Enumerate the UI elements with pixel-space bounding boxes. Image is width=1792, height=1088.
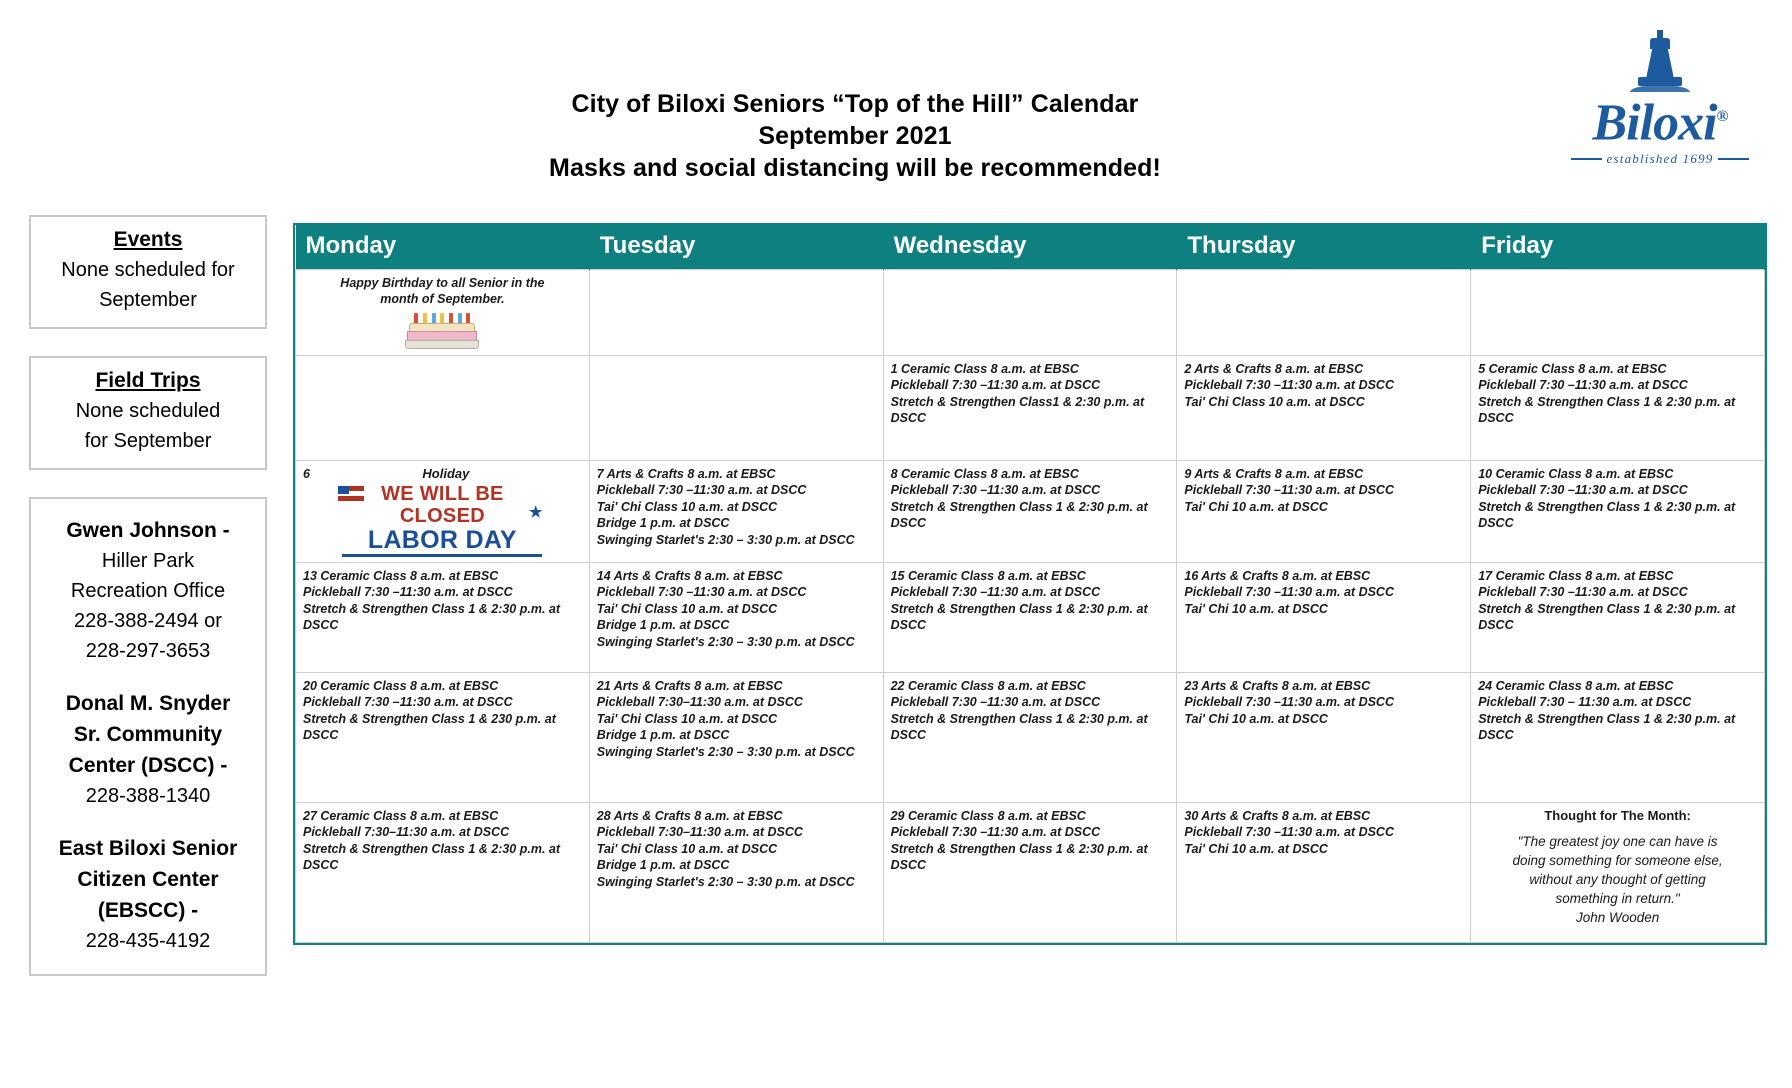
day-header-thursday: Thursday bbox=[1177, 225, 1471, 269]
event-line: DSCC bbox=[303, 618, 339, 632]
thought-quote-line: without any thought of getting bbox=[1529, 872, 1706, 887]
event-line: Swinging Starlet's 2:30 – 3:30 p.m. at DSCC bbox=[596, 532, 855, 547]
event-line: Bridge 1 p.m. at DSCC bbox=[596, 618, 730, 632]
contact-name: Center (DSCC) - bbox=[68, 754, 228, 777]
event-line: Pickleball 7:30 –11:30 a.m. at DSCC bbox=[890, 825, 1101, 839]
event-line: Tai' Chi Class 10 a.m. at DSCC bbox=[596, 601, 778, 616]
event-line: Stretch & Strengthen Class 1 & 2:30 p.m. at bbox=[890, 499, 1148, 514]
event-line: Pickleball 7:30–11:30 a.m. at DSCC bbox=[303, 825, 510, 839]
calendar-week-1 bbox=[296, 355, 1765, 460]
day-cell-8[interactable] bbox=[883, 460, 1177, 562]
day-cell-22[interactable] bbox=[883, 672, 1177, 802]
event-line: 29 Ceramic Class 8 a.m. at EBSC bbox=[890, 808, 1086, 823]
event-line: Stretch & Strengthen Class 1 & 230 p.m. at bbox=[303, 711, 556, 726]
day-cell-16[interactable] bbox=[1177, 562, 1471, 672]
event-line: Pickleball 7:30 –11:30 a.m. at DSCC bbox=[890, 585, 1101, 599]
event-line: Pickleball 7:30 –11:30 a.m. at DSCC bbox=[596, 585, 807, 599]
biloxi-logo bbox=[1560, 30, 1760, 175]
event-line: 30 Arts & Crafts 8 a.m. at EBSC bbox=[1184, 808, 1371, 823]
event-line: Swinging Starlet's 2:30 – 3:30 p.m. at DSCC bbox=[596, 874, 855, 889]
day-header-wednesday: Wednesday bbox=[883, 225, 1177, 269]
event-line: 1 Ceramic Class 8 a.m. at EBSC bbox=[890, 361, 1079, 376]
event-line: Pickleball 7:30–11:30 a.m. at DSCC bbox=[596, 825, 803, 839]
event-line: Bridge 1 p.m. at DSCC bbox=[596, 858, 730, 872]
field-trips-heading: Field Trips bbox=[95, 369, 201, 392]
birthday-text-line-2: month of September. bbox=[380, 292, 505, 306]
title-line-1: City of Biloxi Seniors “Top of the Hill” Calendar bbox=[571, 90, 1139, 118]
event-line: 7 Arts & Crafts 8 a.m. at EBSC bbox=[596, 466, 776, 481]
event-line: Swinging Starlet's 2:30 – 3:30 p.m. at DSCC bbox=[596, 744, 855, 759]
birthday-text-line-1: Happy Birthday to all Senior in the bbox=[340, 275, 545, 290]
closed-line-1: WE WILL BE bbox=[381, 483, 504, 505]
contact-line: Recreation Office bbox=[70, 580, 226, 602]
event-line: DSCC bbox=[890, 411, 927, 425]
event-line: Stretch & Strengthen Class 1 & 2:30 p.m. at bbox=[1478, 394, 1736, 409]
contact-phone: 228-388-2494 or bbox=[74, 610, 222, 632]
events-heading: Events bbox=[113, 228, 183, 251]
day-cell-29[interactable] bbox=[883, 802, 1177, 942]
event-line: Bridge 1 p.m. at DSCC bbox=[596, 728, 730, 742]
title-line-3: Masks and social distancing will be recommended! bbox=[549, 154, 1161, 182]
event-line: Tai' Chi 10 a.m. at DSCC bbox=[1184, 601, 1328, 616]
event-line: 10 Ceramic Class 8 a.m. at EBSC bbox=[1478, 466, 1674, 481]
event-line: Tai' Chi Class 10 a.m. at DSCC bbox=[596, 841, 778, 856]
logo-wordmark: Biloxi® bbox=[1592, 94, 1728, 152]
day-cell-6-labor-day[interactable] bbox=[296, 460, 590, 562]
day-cell-10[interactable] bbox=[1471, 460, 1765, 562]
event-line: DSCC bbox=[890, 618, 927, 632]
event-line: Stretch & Strengthen Class 1 & 2:30 p.m. at bbox=[890, 841, 1148, 856]
event-line: DSCC bbox=[890, 728, 927, 742]
event-line: Tai' Chi Class 10 a.m. at DSCC bbox=[1184, 394, 1365, 409]
event-line: Pickleball 7:30 –11:30 a.m. at DSCC bbox=[303, 695, 513, 709]
contact-name: Donal M. Snyder bbox=[65, 692, 231, 715]
event-line: DSCC bbox=[1478, 411, 1514, 425]
event-line: Pickleball 7:30 –11:30 a.m. at DSCC bbox=[1184, 825, 1394, 839]
event-line: Tai' Chi 10 a.m. at DSCC bbox=[1184, 499, 1328, 514]
events-body-line-1: None scheduled for bbox=[61, 259, 235, 281]
day-cell-21[interactable] bbox=[589, 672, 883, 802]
thought-for-the-month-cell[interactable] bbox=[1471, 802, 1765, 942]
us-flag-icon bbox=[338, 486, 364, 501]
event-line: Pickleball 7:30 – 11:30 a.m. at DSCC bbox=[1478, 695, 1692, 709]
calendar-week-4 bbox=[296, 672, 1765, 802]
event-line: Pickleball 7:30 –11:30 a.m. at DSCC bbox=[890, 695, 1101, 709]
logo-established-rule bbox=[1571, 151, 1749, 167]
empty-cell[interactable] bbox=[589, 269, 883, 355]
event-line: Stretch & Strengthen Class 1 & 2:30 p.m. at bbox=[1478, 601, 1736, 616]
closed-line-3: LABOR DAY bbox=[367, 526, 517, 554]
day-cell-27[interactable] bbox=[296, 802, 590, 942]
event-line: 2 Arts & Crafts 8 a.m. at EBSC bbox=[1184, 361, 1364, 376]
event-line: Pickleball 7:30 –11:30 a.m. at DSCC bbox=[596, 483, 807, 497]
day-cell-15[interactable] bbox=[883, 562, 1177, 672]
field-trips-body-line-2: for September bbox=[84, 430, 212, 452]
day-cell-23[interactable] bbox=[1177, 672, 1471, 802]
event-line: Tai' Chi 10 a.m. at DSCC bbox=[1184, 711, 1328, 726]
empty-cell[interactable] bbox=[1177, 269, 1471, 355]
event-line: 13 Ceramic Class 8 a.m. at EBSC bbox=[303, 568, 499, 583]
event-line: 21 Arts & Crafts 8 a.m. at EBSC bbox=[596, 678, 783, 693]
birthday-cell[interactable] bbox=[296, 269, 590, 355]
day-cell-9[interactable] bbox=[1177, 460, 1471, 562]
field-trips-box bbox=[29, 356, 267, 470]
contact-name: Citizen Center bbox=[77, 868, 219, 891]
event-line: Swinging Starlet's 2:30 – 3:30 p.m. at DSCC bbox=[596, 634, 855, 649]
calendar-banner-row bbox=[296, 269, 1765, 355]
event-line: 8 Ceramic Class 8 a.m. at EBSC bbox=[890, 466, 1079, 481]
title-line-2: September 2021 bbox=[758, 122, 952, 150]
event-line: Pickleball 7:30 –11:30 a.m. at DSCC bbox=[1478, 585, 1688, 599]
contact-ebscc bbox=[37, 833, 259, 956]
event-line: Stretch & Strengthen Class 1 & 2:30 p.m. at bbox=[890, 601, 1148, 616]
day-cell-7[interactable] bbox=[589, 460, 883, 562]
contact-phone: 228-297-3653 bbox=[85, 640, 211, 662]
day-cell-14[interactable] bbox=[589, 562, 883, 672]
day-cell-30[interactable] bbox=[1177, 802, 1471, 942]
event-line: Pickleball 7:30 –11:30 a.m. at DSCC bbox=[1478, 483, 1688, 497]
calendar-week-2 bbox=[296, 460, 1765, 562]
event-line: 17 Ceramic Class 8 a.m. at EBSC bbox=[1478, 568, 1674, 583]
event-line: 24 Ceramic Class 8 a.m. at EBSC bbox=[1478, 678, 1674, 693]
event-line: Pickleball 7:30–11:30 a.m. at DSCC bbox=[596, 695, 803, 709]
event-line: Pickleball 7:30 –11:30 a.m. at DSCC bbox=[890, 378, 1101, 392]
event-line: 23 Arts & Crafts 8 a.m. at EBSC bbox=[1184, 678, 1371, 693]
event-line: DSCC bbox=[1478, 516, 1514, 530]
event-line: 27 Ceramic Class 8 a.m. at EBSC bbox=[303, 808, 499, 823]
event-line: Pickleball 7:30 –11:30 a.m. at DSCC bbox=[1184, 585, 1394, 599]
registered-mark: ® bbox=[1716, 108, 1728, 125]
event-line: Pickleball 7:30 –11:30 a.m. at DSCC bbox=[1184, 378, 1394, 392]
event-line: Pickleball 7:30 –11:30 a.m. at DSCC bbox=[890, 483, 1101, 497]
contact-name: (EBSCC) - bbox=[97, 899, 199, 922]
event-line: DSCC bbox=[890, 516, 927, 530]
contact-name: Gwen Johnson - bbox=[66, 519, 230, 542]
day-header-monday: Monday bbox=[296, 225, 590, 269]
contact-dscc bbox=[37, 688, 259, 811]
day-cell-2[interactable] bbox=[1177, 355, 1471, 460]
event-line: Pickleball 7:30 –11:30 a.m. at DSCC bbox=[1184, 695, 1394, 709]
event-line: 16 Arts & Crafts 8 a.m. at EBSC bbox=[1184, 568, 1371, 583]
day-cell-28[interactable] bbox=[589, 802, 883, 942]
contact-phone: 228-388-1340 bbox=[85, 785, 211, 807]
event-line: 20 Ceramic Class 8 a.m. at EBSC bbox=[303, 678, 499, 693]
event-line: Stretch & Strengthen Class 1 & 2:30 p.m. at bbox=[1478, 711, 1736, 726]
event-line: Tai' Chi 10 a.m. at DSCC bbox=[1184, 841, 1328, 856]
contacts-box bbox=[29, 497, 267, 976]
thought-author: John Wooden bbox=[1575, 910, 1660, 925]
closed-line-2: CLOSED bbox=[399, 505, 485, 527]
thought-heading: Thought for The Month: bbox=[1544, 807, 1691, 823]
birthday-cake-icon bbox=[405, 313, 479, 349]
event-line: Stretch & Strengthen Class 1 & 2:30 p.m. at bbox=[1478, 499, 1736, 514]
event-line: Tai' Chi Class 10 a.m. at DSCC bbox=[596, 499, 778, 514]
day-header-tuesday: Tuesday bbox=[589, 225, 883, 269]
labor-day-graphic bbox=[336, 483, 548, 554]
logo-established-text: established 1699 bbox=[1606, 151, 1714, 167]
calendar-week-5 bbox=[296, 802, 1765, 942]
lighthouse-icon bbox=[1630, 30, 1690, 92]
event-line: Tai' Chi Class 10 a.m. at DSCC bbox=[596, 711, 778, 726]
event-line: Bridge 1 p.m. at DSCC bbox=[596, 516, 730, 530]
calendar-header-row bbox=[296, 225, 1765, 269]
event-line: Pickleball 7:30 –11:30 a.m. at DSCC bbox=[1478, 378, 1688, 392]
event-line: Pickleball 7:30 –11:30 a.m. at DSCC bbox=[1184, 483, 1394, 497]
thought-quote-line: "The greatest joy one can have is bbox=[1517, 834, 1718, 849]
event-line: Stretch & Strengthen Class 1 & 2:30 p.m. at bbox=[303, 841, 561, 856]
day-header-friday: Friday bbox=[1471, 225, 1765, 269]
event-line: 22 Ceramic Class 8 a.m. at EBSC bbox=[890, 678, 1086, 693]
events-body-line-2: September bbox=[99, 289, 197, 311]
field-trips-body-line-1: None scheduled bbox=[75, 400, 221, 422]
event-line: 28 Arts & Crafts 8 a.m. at EBSC bbox=[596, 808, 783, 823]
event-line: Pickleball 7:30 –11:30 a.m. at DSCC bbox=[303, 585, 513, 599]
event-line: 5 Ceramic Class 8 a.m. at EBSC bbox=[1478, 361, 1667, 376]
event-line: 14 Arts & Crafts 8 a.m. at EBSC bbox=[596, 568, 783, 583]
page-title bbox=[330, 88, 1380, 184]
sidebar bbox=[29, 215, 267, 1003]
event-line: 9 Arts & Crafts 8 a.m. at EBSC bbox=[1184, 466, 1364, 481]
event-line: DSCC bbox=[1478, 618, 1514, 632]
event-line: DSCC bbox=[890, 858, 927, 872]
contact-phone: 228-435-4192 bbox=[85, 930, 211, 952]
event-line: Stretch & Strengthen Class 1 & 2:30 p.m. at bbox=[890, 711, 1148, 726]
day-cell-24[interactable] bbox=[1471, 672, 1765, 802]
events-box bbox=[29, 215, 267, 329]
calendar-week-3 bbox=[296, 562, 1765, 672]
star-icon: ★ bbox=[528, 504, 543, 521]
contact-line: Hiller Park bbox=[101, 550, 195, 572]
day-cell-17[interactable] bbox=[1471, 562, 1765, 672]
contact-name: East Biloxi Senior bbox=[58, 837, 238, 860]
thought-quote-line: doing something for someone else, bbox=[1512, 853, 1723, 868]
event-line: DSCC bbox=[303, 728, 339, 742]
event-line: DSCC bbox=[1478, 728, 1514, 742]
day-cell-empty[interactable] bbox=[296, 355, 590, 460]
holiday-label: Holiday bbox=[422, 465, 470, 481]
contact-name: Sr. Community bbox=[73, 723, 223, 746]
day-cell-13[interactable] bbox=[296, 562, 590, 672]
event-line: Stretch & Strengthen Class 1 & 2:30 p.m. at bbox=[303, 601, 561, 616]
contact-gwen-johnson bbox=[37, 515, 259, 666]
event-line: Stretch & Strengthen Class1 & 2:30 p.m. at bbox=[890, 394, 1145, 409]
day-cell-5[interactable] bbox=[1471, 355, 1765, 460]
calendar-grid bbox=[293, 223, 1767, 945]
day-cell-20[interactable] bbox=[296, 672, 590, 802]
day-cell-empty[interactable] bbox=[589, 355, 883, 460]
empty-cell[interactable] bbox=[883, 269, 1177, 355]
day-cell-1[interactable] bbox=[883, 355, 1177, 460]
event-line: 15 Ceramic Class 8 a.m. at EBSC bbox=[890, 568, 1086, 583]
day-number: 6 bbox=[303, 466, 310, 481]
thought-quote-line: something in return." bbox=[1555, 891, 1680, 906]
event-line: DSCC bbox=[303, 858, 339, 872]
empty-cell[interactable] bbox=[1471, 269, 1765, 355]
